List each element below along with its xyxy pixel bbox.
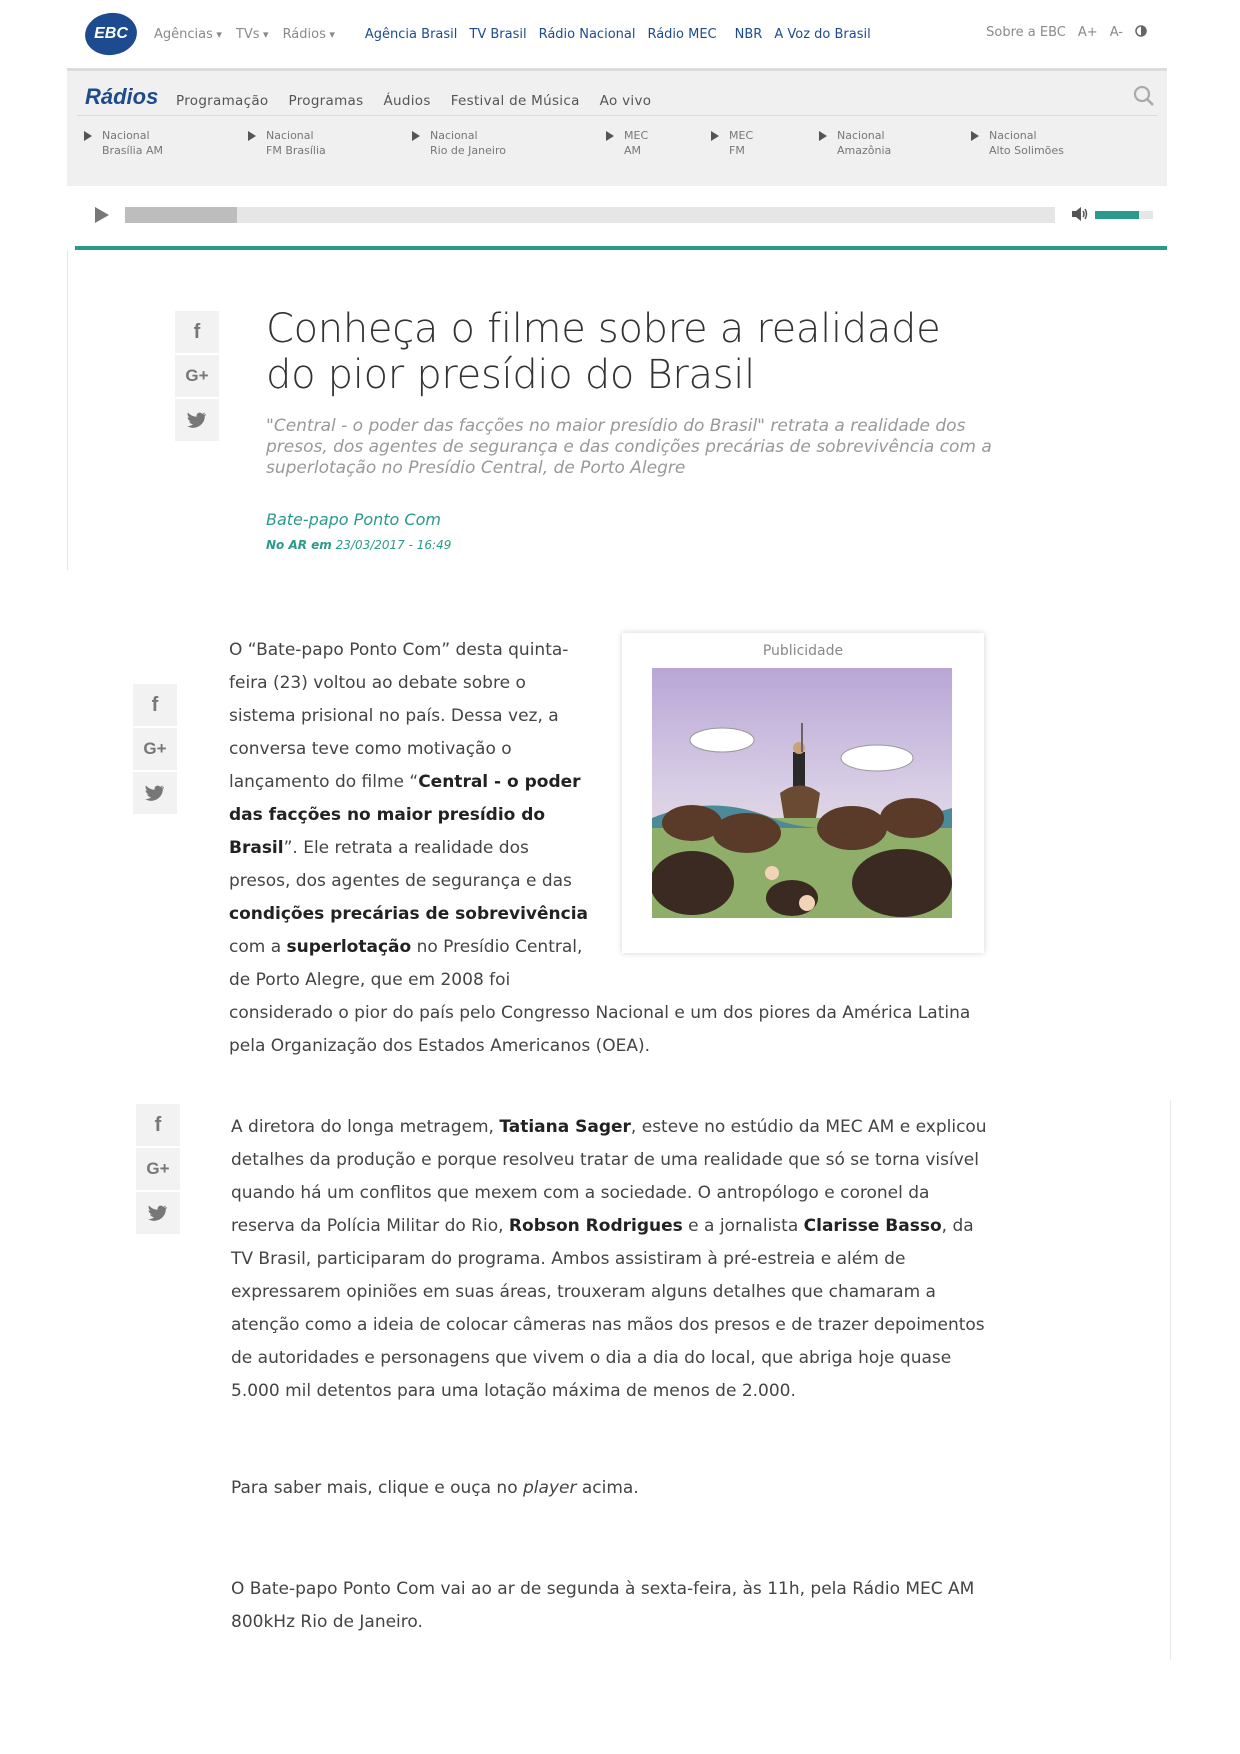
facebook-icon[interactable]: f	[136, 1104, 180, 1146]
play-icon	[819, 131, 827, 141]
share-bar	[175, 311, 219, 443]
play-icon	[971, 131, 979, 141]
twitter-icon[interactable]	[133, 772, 177, 814]
article-title: Conheça o filme sobre a realidade do pior presídio do Brasil	[266, 306, 941, 398]
station-item[interactable]: Nacional Alto Solimões	[971, 128, 1064, 158]
font-increase-button[interactable]: A+	[1077, 25, 1098, 40]
menu-ao-vivo[interactable]: Ao vivo	[599, 93, 652, 109]
accessibility-tools	[986, 25, 1147, 41]
divider	[77, 115, 1157, 116]
facebook-icon[interactable]: f	[133, 684, 177, 726]
play-icon	[711, 131, 719, 141]
play-icon	[606, 131, 614, 141]
ebc-logo[interactable]: EBC	[82, 10, 139, 59]
article-paragraph: A diretora do longa metragem, Tatiana Sager, esteve no estúdio da MEC AM e explicou detalhes da produção e porque resolveu tratar de uma realidade que só se torna visível quando há um conflitos que mexem com a sociedade. O antropólogo e coronel da reserva da Polícia Militar do Rio, Robson Rodrigues e a jornalista Clarisse Basso, da TV Brasil, participaram do programa. Ambos assistiram à pré-estreia e além de expressarem opiniões em suas áreas, trouxeram alguns detalhes que chamaram a atenção como a ideia de colocar câmeras nas mãos dos presos e de trazer depoimentos de autoridades e personagens que vivem o dia a dia do local, que abriga hoje quase 5.000 mil detentos para uma lotação máxima de menos de 2.000.	[231, 1117, 987, 1401]
radios-title[interactable]: Rádios	[85, 84, 159, 109]
play-icon	[248, 131, 256, 141]
share-bar	[136, 1104, 180, 1236]
top-menus	[154, 27, 335, 42]
menu-agencias[interactable]: Agências ▾	[154, 27, 222, 42]
station-item[interactable]: Nacional FM Brasília	[248, 128, 326, 158]
link-tv-brasil[interactable]: TV Brasil	[469, 26, 527, 42]
divider	[67, 250, 68, 570]
station-list	[84, 128, 1164, 168]
divider	[1170, 1100, 1171, 1660]
search-icon[interactable]	[1133, 85, 1155, 107]
article-paragraph: considerado o pior do país pelo Congresso Nacional e um dos piores da América Latina pela Organização dos Estados Americanos (OEA).	[229, 1003, 971, 1056]
air-time: No AR em 23/03/2017 - 16:49	[266, 538, 452, 552]
play-icon	[412, 131, 420, 141]
progress-bar[interactable]	[125, 207, 1055, 223]
menu-programas[interactable]: Programas	[288, 93, 364, 109]
link-sobre-ebc[interactable]: Sobre a EBC	[986, 25, 1066, 40]
play-icon[interactable]	[95, 207, 109, 223]
article-paragraph: O “Bate-papo Ponto Com” desta quinta-feira (23) voltou ao debate sobre o sistema prisional no país. Dessa vez, a conversa teve como motivação o lançamento do filme “Central - o poder das facções no maior presídio do Brasil”. Ele retrata a realidade dos presos, dos agentes de segurança e das condições precárias de sobrevivência com a superlotação no Presídio Central, de Porto Alegre, que em 2008 foi	[229, 640, 589, 990]
contrast-icon[interactable]	[1135, 25, 1147, 41]
article-paragraph: O Bate-papo Ponto Com vai ao ar de segunda à sexta-feira, às 11h, pela Rádio MEC AM 800kHz Rio de Janeiro.	[231, 1579, 975, 1632]
link-agencia-brasil[interactable]: Agência Brasil	[364, 26, 458, 42]
radios-header	[67, 68, 1167, 186]
menu-radios[interactable]: Rádios ▾	[283, 27, 335, 42]
progress-fill	[125, 207, 237, 223]
play-icon	[84, 131, 92, 141]
twitter-icon[interactable]	[175, 399, 219, 441]
menu-audios[interactable]: Áudios	[383, 93, 431, 109]
volume-fill	[1095, 211, 1139, 219]
google-plus-icon[interactable]: G+	[133, 728, 177, 770]
twitter-icon[interactable]	[136, 1192, 180, 1234]
font-decrease-button[interactable]: A-	[1109, 25, 1123, 40]
brand-links	[365, 27, 871, 42]
menu-tvs[interactable]: TVs ▾	[236, 27, 269, 42]
station-item[interactable]: Nacional Amazônia	[819, 128, 891, 158]
share-bar	[133, 684, 177, 816]
link-nbr[interactable]: NBR	[734, 26, 763, 42]
article-subtitle: "Central - o poder das facções no maior presídio do Brasil" retrata a realidade dos presos, dos agentes de segurança e das condições precárias de sobrevivência com a superlotação no Presídio Central, de Porto Alegre	[266, 416, 992, 478]
audio-player	[75, 186, 1167, 250]
ad-image[interactable]	[652, 668, 952, 918]
volume-slider[interactable]	[1095, 211, 1153, 219]
menu-festival[interactable]: Festival de Música	[450, 93, 580, 109]
google-plus-icon[interactable]: G+	[136, 1148, 180, 1190]
station-item[interactable]: Nacional Brasília AM	[84, 128, 163, 158]
facebook-icon[interactable]: f	[175, 311, 219, 353]
radios-menu	[176, 93, 651, 109]
station-item[interactable]: MEC FM	[711, 128, 753, 158]
program-link[interactable]: Bate-papo Ponto Com	[266, 510, 441, 529]
article-paragraph: Para saber mais, clique e ouça no player acima.	[231, 1478, 639, 1498]
station-item[interactable]: Nacional Rio de Janeiro	[412, 128, 506, 158]
top-bar	[67, 0, 1167, 68]
ad-label: Publicidade	[762, 643, 844, 659]
google-plus-icon[interactable]: G+	[175, 355, 219, 397]
menu-programacao[interactable]: Programação	[176, 93, 269, 109]
volume-icon[interactable]	[1071, 206, 1089, 226]
link-voz-do-brasil[interactable]: A Voz do Brasil	[774, 26, 871, 42]
station-item[interactable]: MEC AM	[606, 128, 648, 158]
link-radio-nacional[interactable]: Rádio Nacional	[538, 26, 636, 42]
link-radio-mec[interactable]: Rádio MEC	[647, 26, 717, 42]
ad-box	[622, 633, 984, 953]
